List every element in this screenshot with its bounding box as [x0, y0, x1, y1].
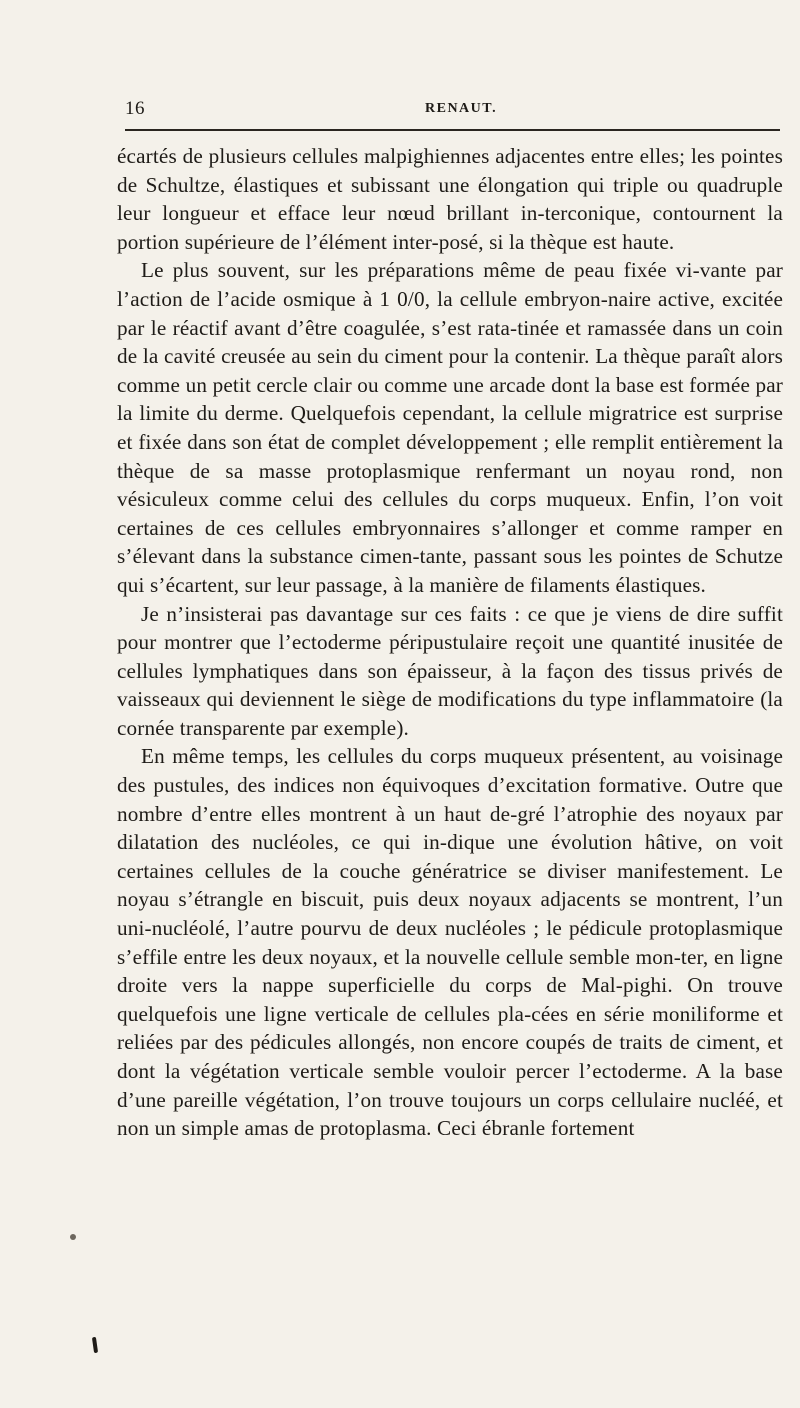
header-rule — [125, 129, 780, 131]
body-text — [117, 142, 783, 1143]
running-title: RENAUT. — [425, 101, 498, 116]
paragraph: Je n’insisterai pas davantage sur ces faits : ce que je viens de dire suffit pour montrer que l’ectoderme péripustulaire reçoit une quantité inusitée de cellules lymphatiques dans son épaisseur, à la façon des tissus privés de vaisseaux qui deviennent le siège de modifications du type inflammatoire (la cornée transparente par exemple). — [117, 601, 783, 740]
ink-mark — [92, 1337, 98, 1353]
running-head — [125, 98, 780, 120]
page-number: 16 — [125, 98, 145, 119]
paragraph-continued: écartés de plusieurs cellules malpighiennes adjacentes entre elles; les pointes de Schultze, élastiques et subissant une élongation qui triple ou quadruple leur longueur et efface leur nœud brillant in-terconique, contournent la portion supérieure de l’élément inter-posé, si la thèque est haute. — [117, 144, 783, 254]
paragraph: En même temps, les cellules du corps muqueux présentent, au voisinage des pustules, des indices non équivoques d’excitation formative. Outre que nombre d’entre elles montrent à un haut de-gré l’atrophie des noyaux par dilatation des nucléoles, ce qui in-dique une évolution hâtive, on voit certaines cellules de la couche génératrice se diviser manifestement. Le noyau s’étrangle en biscuit, puis deux noyaux adjacents se montrent, l’un uni-nucléolé, l’autre pourvu de deux nucléoles ; le pédicule protoplasmique s’effile entre les deux noyaux, et la nouvelle cellule semble mon-ter, en ligne droite vers la nappe superficielle du corps de Mal-pighi. On trouve quelquefois une ligne verticale de cellules pla-cées en série moniliforme et reliées par des pédicules allongés, non encore coupés de traits de ciment, et dont la végétation verticale semble vouloir percer l’ectoderme. A la base d’une pareille végétation, l’on trouve toujours un corps cellulaire nucléé, et non un simple amas de protoplasma. Ceci ébranle fortement — [117, 744, 783, 1141]
paragraph: Le plus souvent, sur les préparations même de peau fixée vi-vante par l’action de l’acide osmique à 1 0/0, la cellule embryon-naire active, excitée par le réactif avant d’être coagulée, s’est rata-tinée et ramassée dans un coin de la cavité creusée au sein du ciment pour la contenir. La thèque paraît alors comme un petit cercle clair ou comme une arcade dont la base est formée par la limite du derme. Quelquefois cependant, la cellule migratrice est surprise et fixée dans son état de complet développement ; elle remplit entièrement la thèque de sa masse protoplasmique renfermant un noyau rond, non vésiculeux comme celui des cellules du corps muqueux. Enfin, l’on voit certaines de ces cellules embryonnaires s’allonger et comme ramper en s’élevant dans la substance cimen-tante, passant sous les pointes de Schutze qui s’écartent, sur leur passage, à la manière de filaments élastiques. — [117, 258, 783, 597]
ink-spot — [70, 1234, 76, 1240]
